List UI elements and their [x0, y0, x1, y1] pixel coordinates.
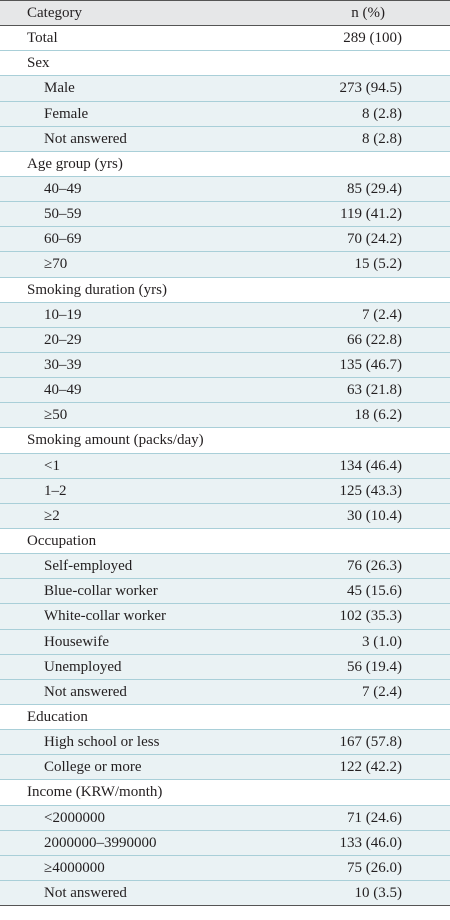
row-label: 40–49 [44, 382, 82, 399]
table-row [0, 127, 450, 152]
category-header-row [0, 152, 450, 177]
table-row [0, 303, 450, 328]
row-label: 50–59 [44, 206, 82, 223]
row-value: 289 (100) [343, 30, 402, 47]
row-label: ≥50 [44, 407, 68, 424]
row-label: Sex [27, 55, 50, 72]
row-label: ≥4000000 [44, 859, 105, 876]
row-label: Not answered [44, 884, 127, 901]
row-label: Age group (yrs) [27, 155, 123, 172]
table-row [0, 579, 450, 604]
table-row [0, 755, 450, 780]
row-label: Female [44, 105, 89, 122]
row-value: 76 (26.3) [347, 558, 402, 575]
category-header-row [0, 428, 450, 453]
row-label: 20–29 [44, 331, 82, 348]
row-label: High school or less [44, 734, 160, 751]
table-row [0, 604, 450, 629]
row-value: 167 (57.8) [339, 734, 402, 751]
table-row [0, 730, 450, 755]
row-label: 1–2 [44, 482, 67, 499]
row-value: 273 (94.5) [339, 80, 402, 97]
row-value: 30 (10.4) [347, 507, 402, 524]
category-header-row [0, 51, 450, 76]
row-label: ≥2 [44, 507, 60, 524]
row-label: 2000000–3990000 [44, 834, 157, 851]
table-header-row [0, 1, 450, 26]
row-label: Unemployed [44, 658, 122, 675]
category-column-header: Category [27, 5, 82, 21]
table-row [0, 454, 450, 479]
table-row [0, 856, 450, 881]
n-percent-column-header: n (%) [351, 5, 385, 21]
row-value: 85 (29.4) [347, 180, 402, 197]
table-body [0, 26, 450, 906]
row-label: Blue-collar worker [44, 583, 158, 600]
row-label: College or more [44, 759, 142, 776]
row-label: Education [27, 708, 88, 725]
row-value: 10 (3.5) [354, 884, 402, 901]
table-row [0, 403, 450, 428]
table-row [0, 328, 450, 353]
table-row [0, 504, 450, 529]
table-row [0, 378, 450, 403]
row-value: 45 (15.6) [347, 583, 402, 600]
row-label: Not answered [44, 683, 127, 700]
table-row [0, 630, 450, 655]
row-value: 56 (19.4) [347, 658, 402, 675]
table-row [0, 102, 450, 127]
table-row [0, 252, 450, 277]
row-label: ≥70 [44, 256, 68, 273]
row-value: 15 (5.2) [354, 256, 402, 273]
row-value: 135 (46.7) [339, 356, 402, 373]
row-label: <2000000 [44, 809, 105, 826]
row-label: Not answered [44, 130, 127, 147]
row-label: Male [44, 80, 75, 97]
row-value: 75 (26.0) [347, 859, 402, 876]
row-value: 18 (6.2) [354, 407, 402, 424]
row-label: <1 [44, 457, 60, 474]
table-row [0, 177, 450, 202]
row-value: 134 (46.4) [339, 457, 402, 474]
table-row [0, 554, 450, 579]
row-value: 7 (2.4) [362, 683, 402, 700]
row-label: 40–49 [44, 180, 82, 197]
row-label: 60–69 [44, 231, 82, 248]
row-value: 71 (24.6) [347, 809, 402, 826]
row-value: 63 (21.8) [347, 382, 402, 399]
table-row [0, 202, 450, 227]
category-header-row [0, 780, 450, 805]
row-value: 70 (24.2) [347, 231, 402, 248]
row-value: 133 (46.0) [339, 834, 402, 851]
row-value: 3 (1.0) [362, 633, 402, 650]
row-label: Smoking duration (yrs) [27, 281, 167, 298]
category-header-row [0, 278, 450, 303]
table-row [0, 353, 450, 378]
table-row [0, 680, 450, 705]
row-label: White-collar worker [44, 608, 167, 625]
table-row [0, 881, 450, 906]
row-value: 8 (2.8) [362, 105, 402, 122]
table-row [0, 76, 450, 101]
row-value: 102 (35.3) [339, 608, 402, 625]
table-row [0, 479, 450, 504]
row-value: 119 (41.2) [340, 206, 402, 223]
row-value: 7 (2.4) [362, 306, 402, 323]
category-header-row [0, 705, 450, 730]
row-label: Housewife [44, 633, 109, 650]
row-label: Total [27, 30, 58, 47]
table-row [0, 831, 450, 856]
category-header-row [0, 529, 450, 554]
row-label: Income (KRW/month) [27, 784, 163, 801]
table-row [0, 655, 450, 680]
row-value: 8 (2.8) [362, 130, 402, 147]
total-row [0, 26, 450, 51]
row-value: 66 (22.8) [347, 331, 402, 348]
row-value: 125 (43.3) [339, 482, 402, 499]
table-row [0, 806, 450, 831]
row-label: 30–39 [44, 356, 82, 373]
row-label: Smoking amount (packs/day) [27, 432, 204, 449]
row-label: Occupation [27, 532, 97, 549]
row-value: 122 (42.2) [339, 759, 402, 776]
table-row [0, 227, 450, 252]
row-label: 10–19 [44, 306, 82, 323]
row-label: Self-employed [44, 558, 133, 575]
